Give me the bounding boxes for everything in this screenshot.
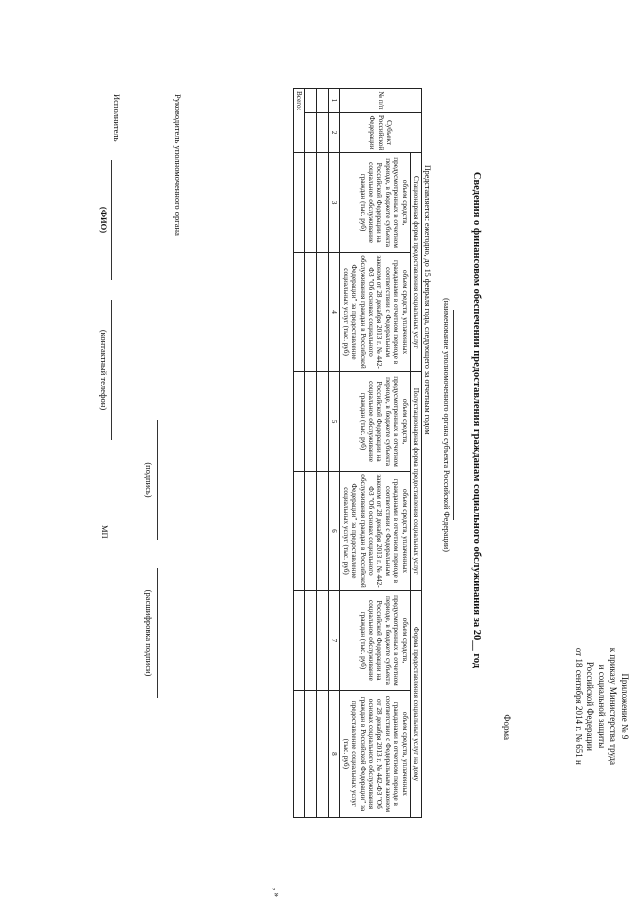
table-cell [316,471,328,590]
table-cell [316,89,328,113]
appendix-line: Приложение № 9 [620,673,630,740]
group-header-stationary: Стационарная форма предоставления социальных услуг [410,153,421,372]
phone-caption: (контактный телефон) [99,329,109,411]
appendix-line: и социальной защиты [597,664,607,749]
executor-label: Исполнитель [112,94,122,142]
column-number: 8 [328,690,339,817]
signature-line [157,420,158,540]
subheader-paid: объем средств, уплаченных гражданами в отчетном периоде в соответствии с Федеральным законом от 28 декабря 2013 г. № 442-ФЗ "Об основах социального обслуживания граждан в Российской Федерации" за предоставление социальных услуг (тыс. руб) [340,471,410,590]
seal-label: МП [100,525,110,539]
column-number-row [328,89,339,818]
table-cell [316,372,328,472]
col-header-num: № п/п [340,89,422,113]
form-label: Форма [502,714,512,740]
column-number: 1 [328,89,339,113]
table-cell [304,372,316,472]
appendix-line: к приказу Министерства труда [608,647,619,765]
organization-caption: (наименование уполномоченного органа субъекта Российской Федерации) [442,298,451,552]
column-number: 2 [328,112,339,152]
fio-line [111,160,112,280]
decoding-caption: (расшифровка подписи) [144,589,154,677]
table-cell [293,372,304,472]
table-cell [293,471,304,590]
table-cell [304,112,316,152]
total-label: Всего: [293,89,304,153]
table-cell [316,153,328,253]
table-cell [304,153,316,253]
financing-table [293,88,422,818]
table-cell [304,252,316,371]
table-cell [293,690,304,817]
table-cell [304,591,316,691]
column-number: 6 [328,471,339,590]
table-cell [316,252,328,371]
subheader-budget: объем средств, предусмотренных в отчетном периоде, в бюджете субъекта Российской Федерации на социальное обслуживание граждан (тыс. руб) [340,372,410,472]
edge-mark: , » [272,888,282,897]
subheader-paid: объем средств, уплаченных гражданами в отчетном периоде в соответствии с Федеральным законом от 28 декабря 2013 г. № 442-ФЗ "Об основах социального обслуживания граждан в Российской Федерации" за предоставление социальных услуг (тыс. руб) [340,252,410,371]
table-cell [304,89,316,113]
table-cell [304,690,316,817]
subheader-budget: объем средств, предусмотренных в отчетном периоде, в бюджете субъекта Российской Федерации на социальное обслуживание граждан (тыс. руб) [340,591,410,691]
column-number: 3 [328,153,339,253]
table-cell [316,690,328,817]
total-row [293,89,304,818]
fio-caption: (ФИО) [99,206,109,234]
table-cell [304,471,316,590]
column-number: 5 [328,372,339,472]
appendix-line: Российской Федерации [585,661,596,751]
signature-caption: (подпись) [144,462,154,498]
phone-line [111,300,112,440]
head-of-authority-label: Руководитель уполномоченного органа [173,94,183,236]
organization-name-line [453,310,454,520]
submission-note: Представляется: ежегодно, до 15 февраля года, следующего за отчетным годом [423,165,432,435]
table-row [304,89,316,818]
table-header-row [410,89,421,818]
column-number: 4 [328,252,339,371]
table-cell [293,153,304,253]
appendix-line: от 18 сентября 2014 г. № 651 н [574,647,584,765]
table-cell [316,112,328,152]
table-row [316,89,328,818]
table-cell [293,252,304,371]
group-header-home: Форма предоставления социальных услуг на дому [410,591,421,818]
col-header-subject: Субъект Российской Федерации [340,112,422,152]
appendix-header [573,648,631,765]
group-header-semistationary: Полустационарная форма предоставления социальных услуг [410,372,421,591]
table-cell [316,591,328,691]
decoding-line [157,568,158,698]
subheader-paid: объем средств, уплаченных гражданами в отчетном периоде в соответствии с Федеральным законом от 28 декабря 2013 г. № 442-ФЗ "Об основах социального обслуживания граждан в Российской Федерации" за предоставление социальных услуг (тыс. руб) [340,690,410,817]
table-cell [293,591,304,691]
column-number: 7 [328,591,339,691]
document-title: Сведения о финансовом обеспечении предоставления гражданам социального обслуживания за 20__ год [471,171,482,669]
subheader-budget: объем средств, предусмотренных в отчетном периоде, в бюджете субъекта Российской Федерации на социальное обслуживание граждан (тыс. руб) [340,153,410,253]
table-subheader-row [340,89,410,818]
